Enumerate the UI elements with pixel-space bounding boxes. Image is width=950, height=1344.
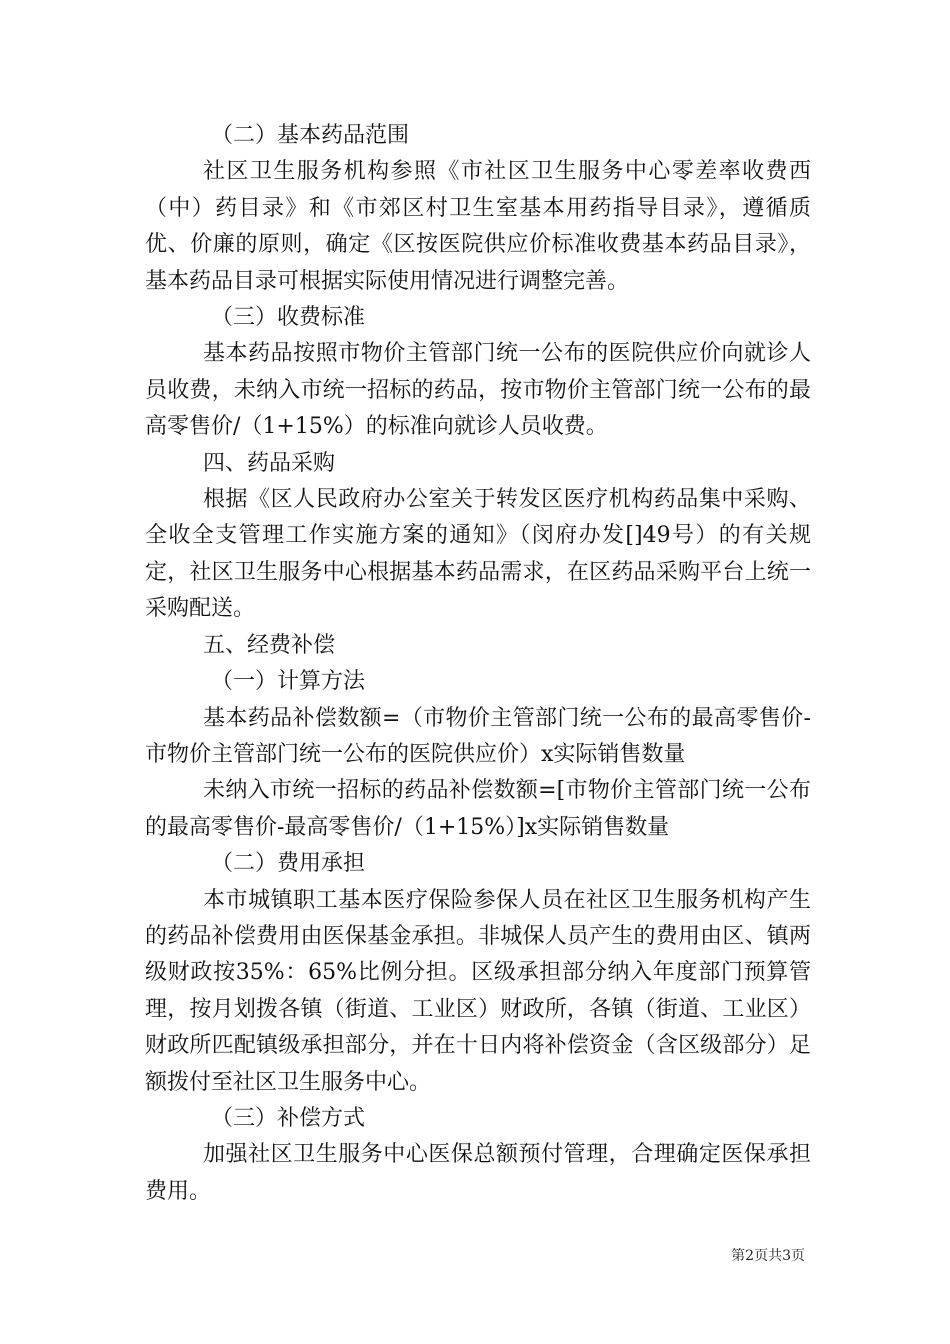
- section-heading-drug-procurement: 四、药品采购: [203, 450, 336, 476]
- section-heading-compensation-method: （三）补偿方式: [211, 1105, 366, 1131]
- page-number-footer: 第2页共3页: [731, 1248, 805, 1264]
- section-heading-fee-standard: （三）收费标准: [211, 305, 366, 331]
- paragraph-compensation-method: 加强社区卫生服务中心医保总额预付管理，合理确定医保承担费用。: [145, 1142, 811, 1204]
- paragraph-basic-drug-formula: 基本药品补偿数额=（市物价主管部门统一公布的最高零售价-市物价主管部门统一公布的医院供应价）x实际销售数量: [145, 705, 811, 767]
- paragraph-fee-standard: 基本药品按照市物价主管部门统一公布的医院供应价向就诊人员收费，未纳入市统一招标的药品，按市物价主管部门统一公布的最高零售价/（1+15%）的标准向就诊人员收费。: [145, 341, 811, 440]
- paragraph-non-tender-drug-formula: 未纳入市统一招标的药品补偿数额=[市物价主管部门统一公布的最高零售价-最高零售价/（1+15%）]x实际销售数量: [145, 778, 811, 840]
- paragraph-cost-bearing: 本市城镇职工基本医疗保险参保人员在社区卫生服务机构产生的药品补偿费用由医保基金承担。非城保人员产生的费用由区、镇两级财政按35%：65%比例分担。区级承担部分纳入年度部门预算管理，按月划拨各镇（街道、工业区）财政所，各镇（街道、工业区）财政所匹配镇级承担部分，并在十日内将补偿资金（含区级部分）足额拨付至社区卫生服务中心。: [145, 887, 811, 1095]
- paragraph-basic-drug-scope: 社区卫生服务机构参照《市社区卫生服务中心零差率收费西（中）药目录》和《市郊区村卫生室基本用药指导目录》，遵循质优、价廉的原则，确定《区按医院供应价标准收费基本药品目录》，基本药品目录可根据实际使用情况进行调整完善。: [145, 159, 811, 294]
- section-heading-basic-drug-scope: （二）基本药品范围: [211, 123, 410, 148]
- section-heading-funding-compensation: 五、经费补偿: [203, 632, 336, 658]
- paragraph-drug-procurement: 根据《区人民政府办公室关于转发区医疗机构药品集中采购、全收全支管理工作实施方案的通知》（闵府办发[]49号）的有关规定，社区卫生服务中心根据基本药品需求，在区药品采购平台上统一采购配送。: [145, 487, 811, 622]
- section-heading-cost-bearing: （二）费用承担: [211, 851, 366, 877]
- document-body: [145, 118, 811, 1210]
- section-heading-calculation-method: （一）计算方法: [211, 669, 366, 695]
